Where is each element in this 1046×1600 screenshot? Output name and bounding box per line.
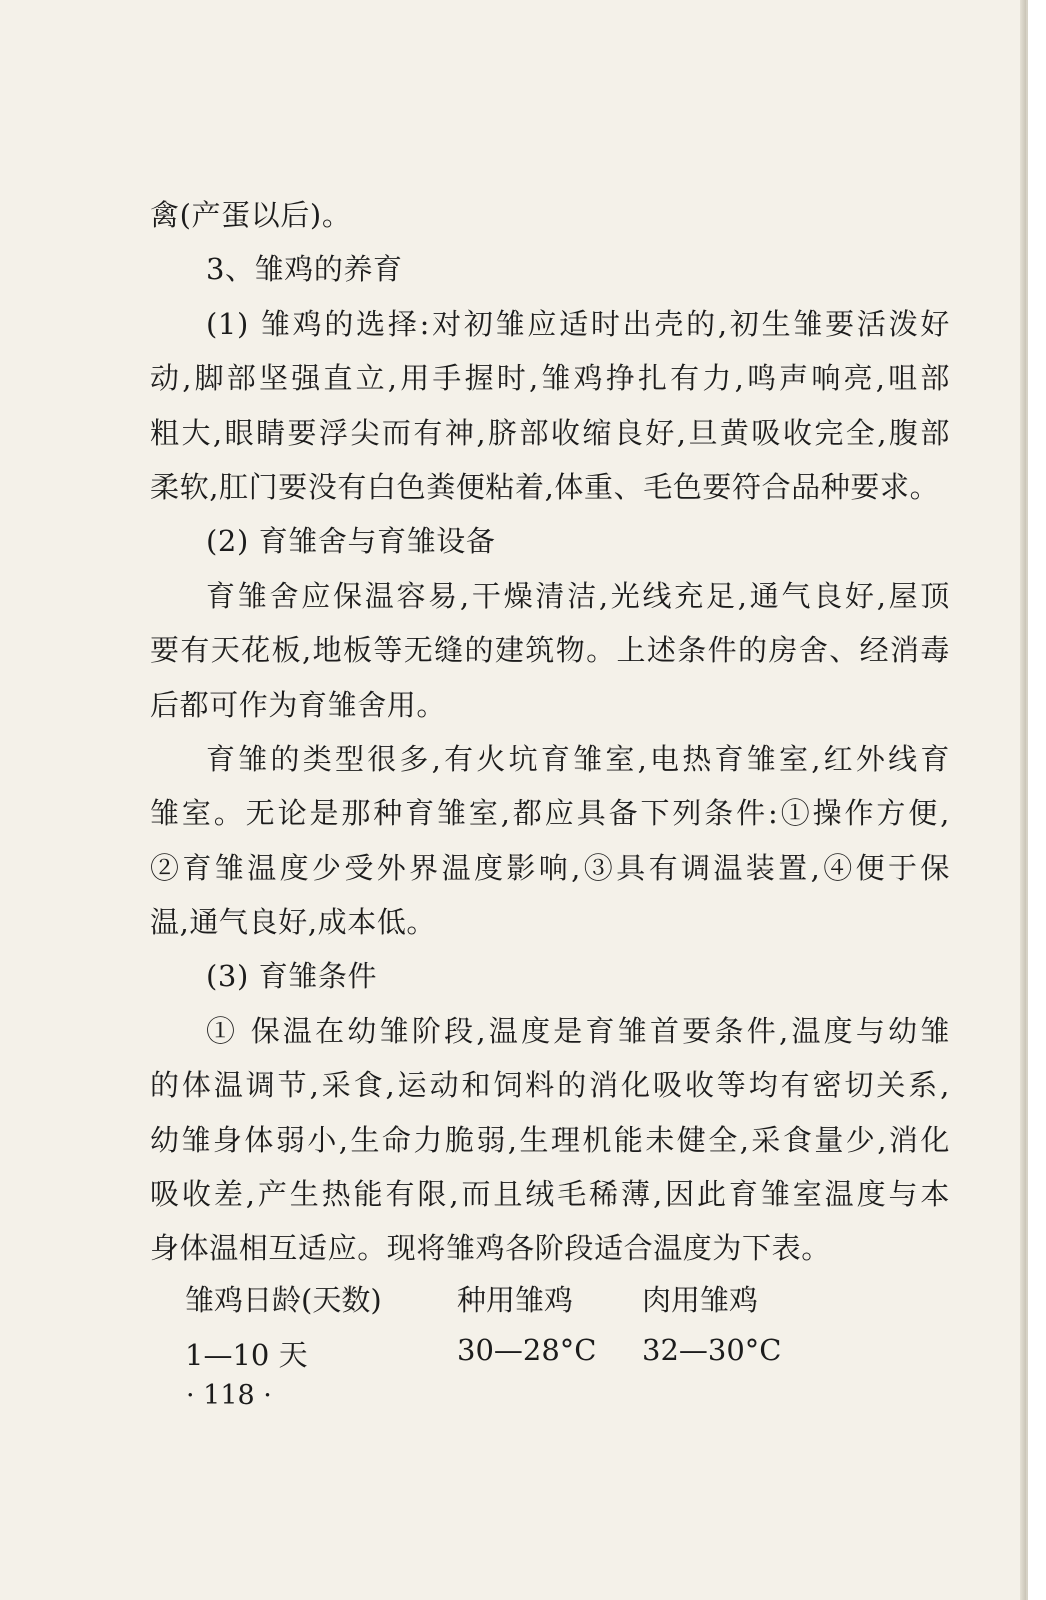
text-line: 育雏的类型很多,有火坑育雏室,电热育雏室,红外线育 bbox=[206, 741, 950, 776]
text-line: 柔软,肛门要没有白色粪便粘着,体重、毛色要符合品种要求。 bbox=[150, 469, 940, 504]
text-line: 雏室。无论是那种育雏室,都应具备下列条件:①操作方便, bbox=[150, 796, 950, 831]
text-line: 动,脚部坚强直立,用手握时,雏鸡挣扎有力,鸣声响亮,咀部 bbox=[150, 361, 950, 396]
text-line: 粗大,眼睛要浮尖而有神,脐部收缩良好,旦黄吸收完全,腹部 bbox=[150, 415, 950, 450]
cell-age: 1—10 天 bbox=[185, 1338, 308, 1372]
text-line: 幼雏身体弱小,生命力脆弱,生理机能未健全,采食量少,消化 bbox=[150, 1122, 950, 1157]
text-line: 要有天花板,地板等无缝的建筑物。上述条件的房舍、经消毒 bbox=[150, 633, 950, 668]
text-line: 温,通气良好,成本低。 bbox=[150, 905, 437, 940]
subsection-heading: (2) 育雏舍与育雏设备 bbox=[206, 524, 496, 559]
text-line: 身体温相互适应。现将雏鸡各阶段适合温度为下表。 bbox=[150, 1231, 831, 1266]
text-line: ②育雏温度少受外界温度影响,③具有调温装置,④便于保 bbox=[150, 850, 950, 885]
text-line: 禽(产蛋以后)。 bbox=[150, 198, 352, 232]
text-line: 吸收差,产生热能有限,而且绒毛稀薄,因此育雏室温度与本 bbox=[150, 1177, 950, 1212]
cell-breeding-temp: 30—28°C bbox=[457, 1333, 597, 1367]
subsection-heading: (3) 育雏条件 bbox=[206, 959, 378, 994]
page-number: · 118 · bbox=[186, 1380, 272, 1411]
body-text bbox=[150, 188, 950, 1276]
text-line: 后都可作为育雏舍用。 bbox=[150, 687, 447, 722]
text-line: 育雏舍应保温容易,干燥清洁,光线充足,通气良好,屋顶 bbox=[206, 578, 950, 613]
cell-broiler-temp: 32—30°C bbox=[642, 1333, 782, 1367]
header-breeding-chicks: 种用雏鸡 bbox=[457, 1283, 574, 1317]
text-line: ① 保温在幼雏阶段,温度是育雏首要条件,温度与幼雏 bbox=[206, 1013, 950, 1048]
header-broiler-chicks: 肉用雏鸡 bbox=[642, 1283, 759, 1317]
text-line: 的体温调节,采食,运动和饲料的消化吸收等均有密切关系, bbox=[150, 1068, 950, 1103]
header-age: 雏鸡日龄(天数) bbox=[185, 1283, 382, 1317]
section-heading: 3、雏鸡的养育 bbox=[206, 252, 403, 287]
text-line: (1) 雏鸡的选择:对初雏应适时出壳的,初生雏要活泼好 bbox=[206, 306, 950, 341]
